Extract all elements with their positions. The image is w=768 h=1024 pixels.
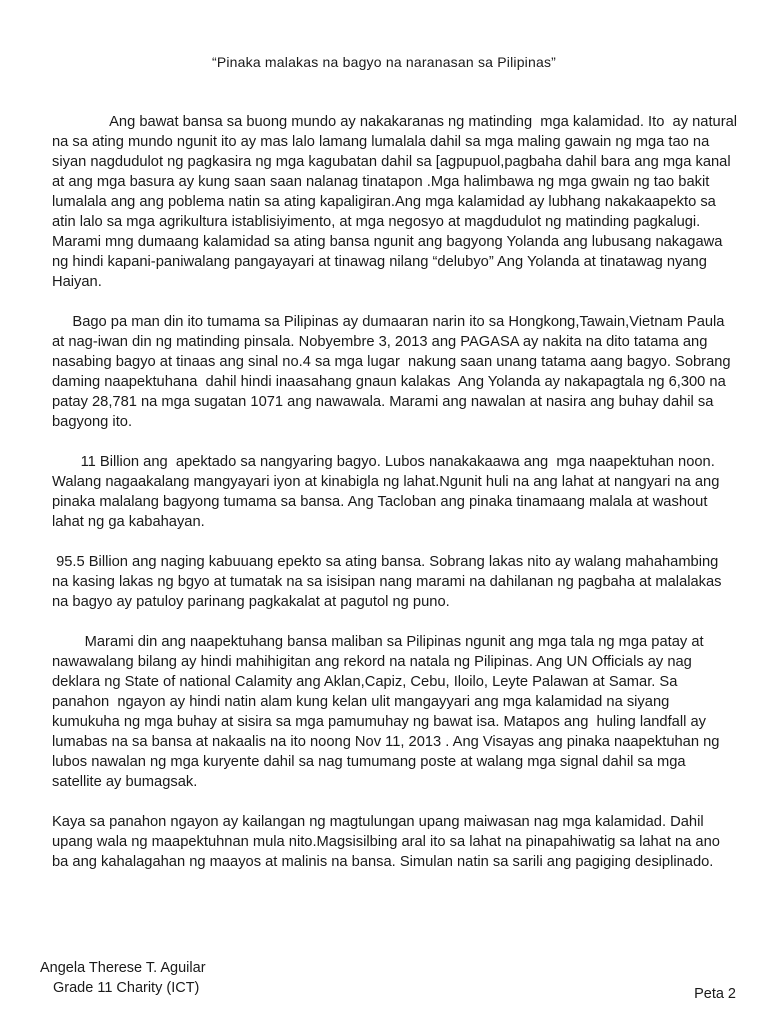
paragraph-5: Marami din ang naapektuhang bansa maliban sa Pilipinas ngunit ang mga tala ng mga patay at nawawalang bilang ay hindi mahihigitan ang rekord na natala ng Pilipinas. Ang UN Officials ay nag deklara ng State of national Calamity ang Aklan,Capiz, Cebu, Iloilo, Leyte Palawan at Samar. Sa panahon ngayon ay hindi natin alam kung kelan ulit mangayyari ang mga kalamidad na siyang kumukuha ng mga buhay at sisira sa mga pamumuhay ng bawat isa. Matapos ang huling landfall ay lumabas na sa bansa at nakaalis na ito noong Nov 11, 2013 . Ang Visayas ang pinaka naapektuhan ng lubos nawalan ng mga kuryente dahil sa nag tumumang poste at walang mga signal dahil sa mga satellite ay bumagsak. — [52, 634, 724, 790]
paragraph-1: Ang bawat bansa sa buong mundo ay nakakaranas ng matinding mga kalamidad. Ito ay natural na sa ating mundo ngunit ito ay mas lalo lamang lumalala dahil sa mga maling gawain ng mga tao na siyan nagdudulot ng pagkasira ng mga kagubatan dahil sa [agpupuol,pagbaha dahil bara ang mga kanal at ang mga basura ay kung saan saan nalanag tinatapon .Mga halimbawa ng mga gwain ng tao bakit lumalala ang ang poblema natin sa ating kapaligiran.Ang mga kalamidad ay lubhang nakakaapekto sa atin lalo sa mga agrikultura istablisiyimento, at mga negosyo at magdudulot ng matinding pagkalugi. Marami mng dumaang kalamidad sa ating bansa ngunit ang bagyong Yolanda ang lubusang nakagawa ng hindi kapani-paniwalang pangayayari at tinawag nilang “delubyo” Ang Yolanda at tinatawag nyang Haiyan. — [52, 114, 742, 290]
document-title: “Pinaka malakas na bagyo na naranasan sa Pilipinas” — [211, 54, 557, 70]
paragraph-6: Kaya sa panahon ngayon ay kailangan ng magtulungan upang maiwasan nag mga kalamidad. Dahil upang wala ng maapektuhnan mula nito.Magsisilbing aral ito sa lahat na pinapahiwatig sa lahat na ano ba ang kahalagahan ng maayos at malinis na bansa. Simulan natin sa sarili ang pagiging desiplinado. — [52, 814, 725, 870]
author-grade-section: Grade 11 Charity (ICT) — [53, 980, 200, 996]
paragraph-2: Bago pa man din ito tumama sa Pilipinas ay dumaaran narin ito sa Hongkong,Tawain,Vietnam Paula at nag-iwan din ng matinding pinsala. Nobyembre 3, 2013 ang PAGASA ay nakita na dito tatama ang nasabing bagyo at tinaas ang sinal no.4 sa mga lugar nakung saan unang tatama aang bagyo. Sobrang daming naapektuhana dahil hindi inaasahang gnaun kalakas Ang Yolanda ay nakapagtala ng 6,300 na patay 28,781 na mga sugatan 1071 ang nawawala. Marami ang nawalan at nasira ang buhay dahil sa bagyong ito. — [52, 314, 735, 430]
paragraph-4: 95.5 Billion ang naging kabuuang epekto sa ating bansa. Sobrang lakas nito ay walang mahahambing na kasing lakas ng bgyo at tumatak na sa isisipan nang marami na dahilanan ng pagbaha at malalakas na bagyo ay patuloy parinang pagkakalat at pagutol ng puno. — [52, 554, 726, 610]
author-name: Angela Therese T. Aguilar — [40, 960, 206, 976]
page-label: Peta 2 — [694, 986, 736, 1002]
author-block — [40, 958, 206, 998]
paragraph-3: 11 Billion ang apektado sa nangyaring bagyo. Lubos nanakakaawa ang mga naapektuhan noon. Walang nagaakalang mangyayari iyon at kinabigla ng lahat.Ngunit huli na ang lahat at nangyari na ang pinaka malalang bagyong tumama sa bansa. Ang Tacloban ang pinaka tinamaang malala at washout lahat ng ga kabahayan. — [52, 454, 724, 530]
essay-body — [52, 112, 742, 892]
